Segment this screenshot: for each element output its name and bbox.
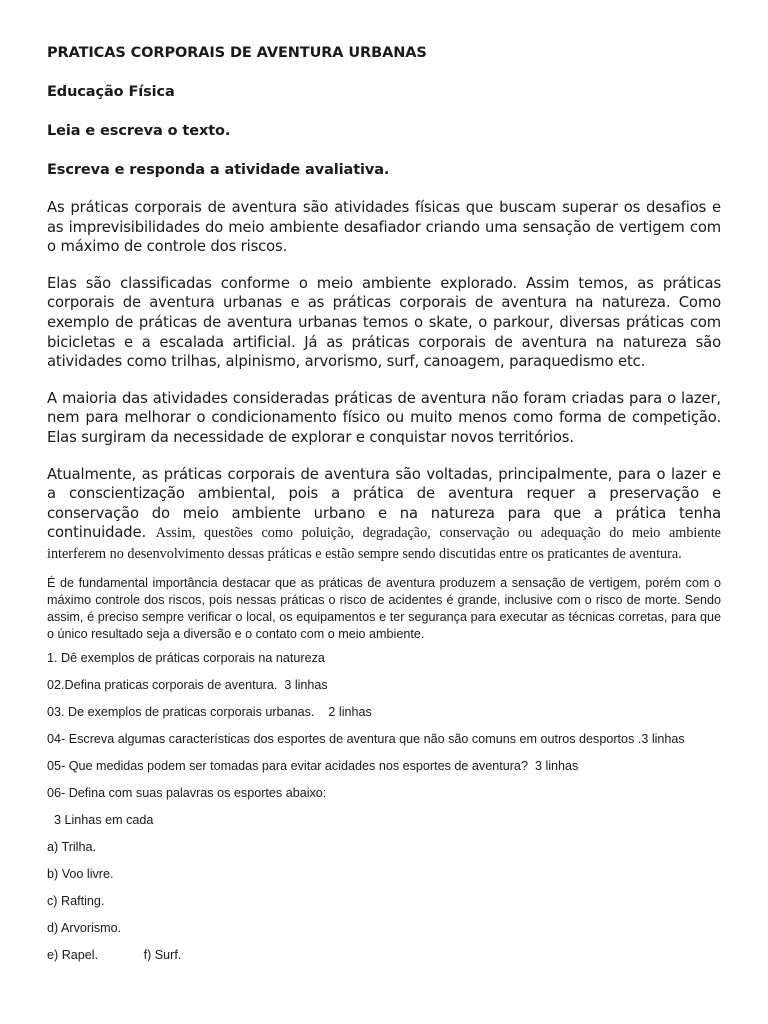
paragraph-current-use-serif: Assim, questões como poluição, degradação, conservação ou adequação do meio ambiente interferem no desenvolvimento dessas práticas e estão sempre sendo discutidas entre os praticantes de aventura. [47,525,721,562]
subject-heading: Educação Física [47,84,175,100]
sport-item-trilha: a) Trilha. [47,840,96,855]
sport-item-rafting: c) Rafting. [47,894,105,909]
instruction-heading-answer: Escreva e responda a atividade avaliativa. [47,162,390,178]
question-6: 06- Defina com suas palavras os esportes abaixo: [47,786,327,801]
document-title: PRATICAS CORPORAIS DE AVENTURA URBANAS [47,45,427,61]
question-6-lines-note: 3 Linhas em cada [47,813,154,828]
importance-note: É de fundamental importância destacar que as práticas de aventura produzem a sensação de vertigem, porém com o máximo controle dos riscos, pois nessas práticas o risco de acidentes é grande, inclusive com o risco de morte. Sendo assim, é preciso sempre verificar o local, os equipamentos e ter segurança para executar as técnicas corretas, para que o único resultado seja a diversão e o contato com o meio ambiente. [47,575,721,642]
document-page [47,44,721,974]
paragraph-current-use-sans: Atualmente, as práticas corporais de aventura são voltadas, principalmente, para o lazer e a conscientização ambiental, pois a prática de aventura requer a preservação e conservação do meio ambiente urbano e na natureza para que a prática tenha continuidade. [47,465,721,542]
question-2: 02.Defina praticas corporais de aventura. 3 linhas [47,678,328,693]
paragraph-current-use [47,465,721,565]
question-1: 1. Dê exemplos de práticas corporais na natureza [47,651,325,666]
sport-item-voo-livre: b) Voo livre. [47,867,114,882]
question-3: 03. De exemplos de praticas corporais urbanas. 2 linhas [47,705,372,720]
paragraph-origin: A maioria das atividades consideradas práticas de aventura não foram criadas para o lazer, nem para melhorar o condicionamento físico ou muito menos como forma de competição. Elas surgiram da necessidade de explorar e conquistar novos territórios. [47,389,721,446]
sport-item-arvorismo: d) Arvorismo. [47,921,122,936]
paragraph-definition: As práticas corporais de aventura são atividades físicas que buscam superar os desafios e as imprevisibilidades do meio ambiente desafiador criando uma sensação de vertigem com o máximo de controle dos riscos. [47,199,721,256]
instruction-heading-read: Leia e escreva o texto. [47,123,231,139]
paragraph-classification: Elas são classificadas conforme o meio ambiente explorado. Assim temos, as práticas corporais de aventura urbanas e as práticas corporais de aventura na natureza. Como exemplo de práticas de aventura urbanas temos o skate, o parkour, diversas práticas com bicicletas e a escalada artificial. Já as práticas corporais de aventura na natureza são atividades como trilhas, alpinismo, arvorismo, surf, canoagem, paraquedismo etc. [47,274,721,371]
sport-item-rapel-surf: e) Rapel. f) Surf. [47,948,182,963]
question-4: 04- Escreva algumas características dos esportes de aventura que não são comuns em outros desportos .3 linhas [47,732,685,747]
question-5: 05- Que medidas podem ser tomadas para evitar acidades nos esportes de aventura? 3 linhas [47,759,579,774]
